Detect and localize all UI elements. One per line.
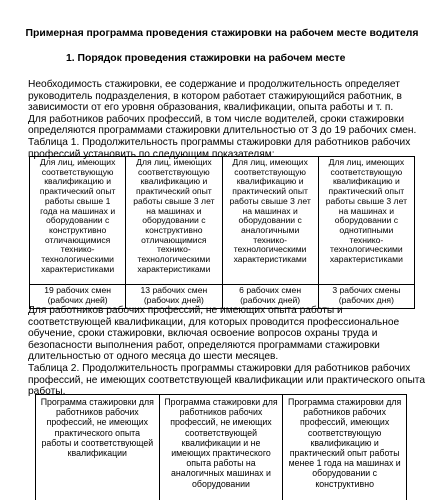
cell-line: квалификацию и	[310, 437, 379, 448]
cell-line: практический опыт	[232, 186, 308, 197]
cell-line: оборудовании с	[46, 215, 110, 226]
cell-line: квалификации	[67, 448, 127, 459]
cell-line: работников рабочих	[179, 407, 263, 418]
cell-line: аналогичных машинах и	[171, 468, 271, 479]
table-header-row	[30, 157, 415, 285]
cell-line: (рабочих дня)	[338, 294, 394, 305]
cell-line: работы свыше 3 лет	[229, 195, 311, 206]
cell-line: 3 рабочих смены	[332, 285, 401, 295]
table-header-cell	[30, 157, 126, 285]
duration-table-1	[29, 156, 415, 309]
cell-line: технико-	[60, 244, 95, 255]
table-header-cell	[283, 395, 407, 500]
cell-line: соответствующую	[330, 166, 403, 177]
duration-table-2	[35, 394, 407, 500]
cell-line: на машинах и	[242, 205, 298, 216]
cell-line: (рабочих дней)	[143, 294, 204, 305]
table-header-cell	[222, 157, 318, 285]
cell-line: имеющих практического	[171, 448, 271, 459]
paragraph-line: Для работников рабочих профессий, в том числе водителей, сроки стажировки	[28, 113, 405, 125]
cell-line: практического опыта	[54, 427, 140, 438]
cell-line: однотипными	[339, 224, 394, 235]
cell-line: характеристиками	[137, 263, 211, 274]
cell-line: квалификацию и	[140, 176, 208, 187]
cell-line: оборудовании с	[238, 215, 302, 226]
cell-line: отличающимися	[44, 234, 111, 245]
cell-line: на машинах и	[338, 205, 395, 216]
cell-line: практический опыт	[328, 186, 405, 197]
cell-line: 19 рабочих смен	[44, 285, 111, 295]
cell-line: Для лиц, имеющих	[328, 157, 405, 167]
paragraph-line: Таблица 1. Продолжительность программы стажировки для работников рабочих	[28, 136, 411, 148]
cell-line: Программа стажировки для	[288, 397, 402, 407]
cell-line: соответствующую	[137, 166, 210, 177]
section-heading: 1. Порядок проведения стажировки на рабочем месте	[66, 53, 346, 64]
cell-line: соответствующую	[41, 166, 114, 177]
paragraph-line: зависимости от его уровня образования, квалификации, опыта работы и т. п.	[28, 102, 394, 114]
cell-line: Программа стажировки для	[164, 397, 278, 407]
cell-line: практический опыт	[136, 186, 212, 197]
cell-line: 6 рабочих смен	[239, 285, 302, 295]
cell-line: оборудовании с	[312, 468, 378, 479]
paragraph-line: руководитель подразделения, в котором работает стажирующийся работник, в	[28, 90, 402, 102]
cell-line: работы и соответствующей	[41, 437, 154, 448]
cell-line: практический опыт работы	[289, 448, 400, 459]
cell-line: года на машинах и	[40, 205, 116, 216]
cell-line: профессий, имеющих	[300, 417, 390, 428]
cell-line: конструктивно	[315, 478, 374, 489]
paragraph-line: Таблица 2. Продолжительность программы стажировки для работников рабочих	[28, 362, 411, 374]
cell-line: работы свыше 1	[44, 195, 111, 206]
cell-line: профессий, не имеющих	[170, 417, 272, 428]
cell-line: технико-	[156, 244, 191, 255]
cell-line: квалификацию и	[332, 176, 400, 187]
paragraph-line: Для работников рабочих профессий, не имеющих опыта работы и	[28, 305, 343, 316]
cell-line: Программа стажировки для	[40, 397, 154, 407]
cell-line: соответствующей	[184, 427, 258, 438]
cell-line: технологическими	[41, 254, 114, 265]
cell-line: Для лиц, имеющих	[136, 157, 212, 167]
paragraph-line: профессий установить по следующим показателям:	[28, 148, 275, 160]
cell-line: отличающимися	[141, 234, 207, 245]
paragraph-line: определяются программами стажировки длительностью от 3 до 19 рабочих смен.	[28, 125, 417, 137]
cell-line: технологическими	[137, 254, 211, 265]
cell-line: Для лиц, имеющих	[232, 157, 308, 167]
paragraph-line: Необходимость стажировки, ее содержание и продолжительность определяет	[28, 79, 400, 90]
cell-line: квалификацию и	[236, 176, 304, 187]
cell-line: соответствующую	[307, 427, 382, 438]
table-header-cell	[159, 395, 283, 500]
cell-line: технологическими	[330, 244, 403, 255]
paragraph-line: профессий, не имеющих соответствующей квалификации или практического опыта	[28, 374, 426, 386]
cell-line: оборудовании	[192, 478, 250, 489]
cell-line: технологическими	[233, 244, 307, 255]
cell-line: квалификации и не	[181, 437, 261, 448]
paragraph-line: обучение, сроки стажировки, включая освоение вопросов охраны труда и	[28, 328, 378, 340]
cell-line: Для лиц, имеющих	[39, 157, 116, 167]
cell-line: 13 рабочих смен	[140, 285, 208, 295]
document-title: Примерная программа проведения стажировки на рабочем месте водителя	[25, 28, 419, 39]
cell-line: опыта работы на	[186, 458, 256, 469]
table-header-cell	[126, 157, 222, 285]
cell-line: работы свыше 3 лет	[133, 195, 215, 206]
cell-line: соответствующую	[234, 166, 306, 177]
cell-line: характеристиками	[329, 254, 403, 265]
cell-line: профессий, не имеющих	[46, 417, 149, 428]
cell-line: (рабочих дней)	[240, 294, 301, 305]
cell-line: квалификацию и	[44, 176, 112, 187]
paragraph-second	[28, 305, 426, 398]
cell-line: аналогичными	[241, 224, 300, 235]
cell-line: (рабочих дней)	[47, 294, 108, 305]
cell-line: характеристиками	[233, 254, 307, 265]
paragraph-intro	[28, 79, 426, 160]
cell-line: работы свыше 3 лет	[325, 195, 408, 206]
cell-line: работников рабочих	[303, 407, 386, 418]
paragraph-line: длительностью от одного месяца до шести месяцев.	[28, 351, 279, 363]
paragraph-line: безопасности выполнения работ, определяются программами стажировки	[28, 339, 380, 351]
paragraph-line: соответствующей квалификации, для которых проводится профессиональное	[28, 316, 400, 328]
table-header-row	[36, 395, 407, 500]
table-header-cell	[318, 157, 414, 285]
cell-line: работников рабочих	[55, 407, 139, 418]
paragraph-line: работы.	[28, 386, 66, 398]
cell-line: технико-	[349, 234, 384, 245]
cell-line: конструктивно	[145, 224, 203, 235]
cell-line: технико-	[253, 234, 288, 245]
cell-line: менее 1 года на машинах и	[288, 458, 401, 469]
cell-line: характеристиками	[41, 263, 115, 274]
cell-line: оборудовании с	[334, 215, 398, 226]
cell-line: конструктивно	[48, 224, 107, 235]
cell-line: практический опыт	[39, 186, 116, 197]
cell-line: на машинах и	[146, 205, 202, 216]
table-header-cell	[36, 395, 160, 500]
cell-line: оборудовании с	[142, 215, 206, 226]
